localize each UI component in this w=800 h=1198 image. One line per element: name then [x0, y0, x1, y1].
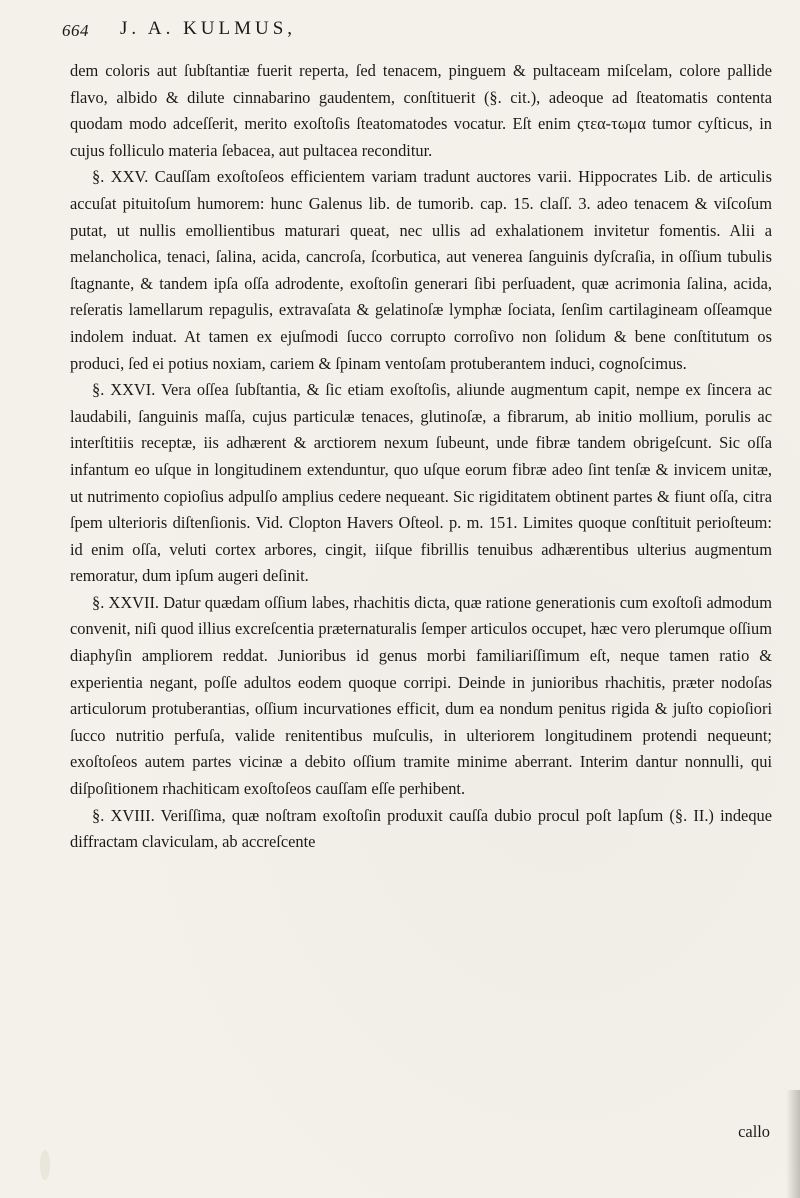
paragraph: §. XXVI. Vera oſſea ſubſtantia, & ſic etiam exoſtoſis, aliunde augmentum capit, nempe ex ſincera ac laudabili, ſanguinis maſſa, cujus particulæ tenaces, glutinoſæ, a fibrarum, ab initio mollium, porulis ac interſtitiis receptæ, iis adhærent & arctiorem nexum ſubeunt, unde fibræ tandem obrigeſcunt. Sic oſſa infantum eo uſque in longitudinem extenduntur, quo uſque eorum fibræ adeo ſint tenſæ & invicem unitæ, ut nutrimento copioſius adpulſo amplius cedere nequeant. Sic rigiditatem obtinent partes & fiunt oſſa, citra ſpem ulterioris diſtenſionis. Vid. Clopton Havers Oſteol. p. m. 151. Limites quoque conſtituit perioſteum: id enim oſſa, veluti cortex arbores, cingit, iiſque fibrillis tenuibus adhærentibus ulterius augmentum remoratur, dum ipſum augeri deſinit.	[70, 380, 772, 586]
page-edge-shadow	[786, 1090, 800, 1198]
paragraph: dem coloris aut ſubſtantiæ fuerit reperta, ſed tenacem, pinguem & pultaceam miſcelam, colore pallide flavo, albido & dilute cinnabarino gaudentem, conſtituerit (§. cit.), adeoque ad ſteatomatis contenta quodam modo adceſſerit, merito exoſtoſis ſteatomatodes vocatur. Eſt enim ςτεα-τωμα tumor cyſticus, in cujus folliculo materia ſebacea, aut pultacea reconditur.	[70, 61, 772, 160]
page-header	[62, 18, 760, 44]
page-body	[70, 58, 772, 856]
paragraph: §. XVIII. Veriſſima, quæ noſtram exoſtoſin produxit cauſſa dubio procul poſt lapſum (§. II.) indeque diffractam claviculam, ab accreſcente	[70, 805, 772, 852]
paragraph: §. XXVII. Datur quædam oſſium labes, rhachitis dicta, quæ ratione generationis cum exoſtoſi admodum convenit, niſi quod illius excreſcentia præternaturalis ſemper articulos occupet, hæc vero plerumque oſſium diaphyſin ampliorem reddat. Junioribus id genus morbi familiariſſimum eſt, neque tamen ratio & experientia negant, poſſe adultos eodem quoque corripi. Deinde in junioribus rhachitis, præter nodoſas articulorum protuberantias, oſſium incurvationes efficit, dum ea nondum penitus rigida & juſto copioſiori ſucco nutritio perfuſa, valide renitentibus muſculis, in ulteriorem longitudinem protendi nequeunt; exoſtoſeos autem partes vicinæ a debito oſſium tramite minime aberrant. Interim dantur nonnulli, qui diſpoſitionem rhachiticam exoſtoſeos cauſſam eſſe perhibent.	[70, 592, 772, 799]
page-number: 664	[62, 21, 89, 40]
running-head: J. A. KULMUS,	[120, 18, 297, 39]
paragraph: §. XXV. Cauſſam exoſtoſeos efficientem variam tradunt auctores varii. Hippocrates Lib. de articulis accuſat pituitoſum humorem: hunc Galenus lib. de tumorib. cap. 15. claſſ. 3. adeo tenacem & viſcoſum putat, ut nullis emollientibus maturari queat, nec ullis ad exhalationem invitetur fomentis. Alii a melancholica, tenaci, ſalina, acida, cancroſa, ſcorbutica, aut venerea ſanguinis dyſcraſia, in oſſium tubulis ſtagnante, & tandem ipſa oſſa adrodente, exoſtoſin generari ſibi perſuadent, quæ acrimonia ſalina, acida, reſeratis lamellarum repagulis, extravaſata & gelatinoſæ lymphæ ſociata, ſenſim cartilagineam oſſeamque indolem induat. At tamen ex ejuſmodi ſucco corrupto corroſivo non ſolidum & bene conſtitutum os produci, ſed ei potius noxiam, cariem & ſpinam ventoſam protuberantem induci, cognoſcimus.	[70, 167, 772, 373]
catchword: callo	[738, 1122, 770, 1141]
paper-stain	[40, 1150, 50, 1180]
